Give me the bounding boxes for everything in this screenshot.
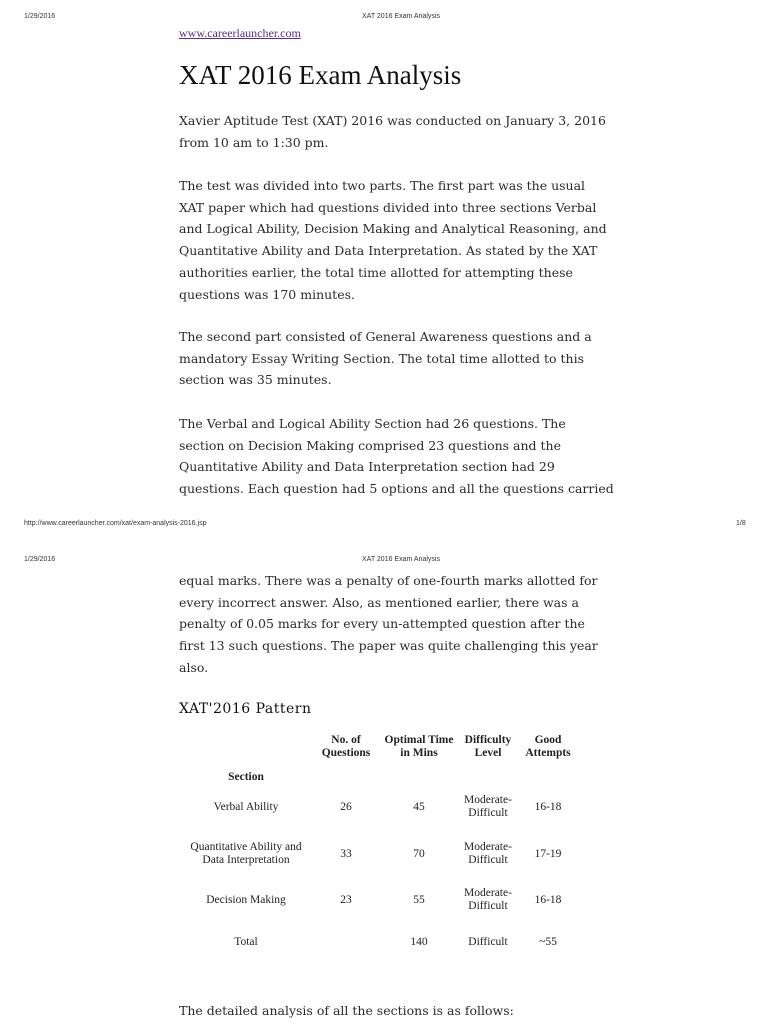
table-row: [179, 830, 579, 878]
cell-time: 140: [410, 935, 428, 948]
header-time: Optimal Time in Mins: [384, 734, 454, 759]
second-part-paragraph: The second part consisted of General Awareness questions and a mandatory Essay Writing Section. The total time allotted to this section was 35 minutes.: [179, 329, 592, 388]
table-row: [179, 922, 579, 962]
sections-paragraph: The Verbal and Logical Ability Section had 26 questions. The section on Decision Making comprised 23 questions and the Quantitative Ability and Data Interpretation section had 29 questions. Each question had 5 options and all the questions carried: [179, 416, 614, 497]
cell-attempts: 16-18: [534, 893, 562, 906]
header-difficulty: Difficulty Level: [464, 734, 512, 759]
cell-attempts: 17-19: [534, 847, 562, 860]
table-row: [179, 878, 579, 922]
cell-difficulty: Moderate-Difficult: [464, 841, 512, 866]
cell-attempts: ~55: [539, 935, 557, 948]
table-header-row: [179, 734, 579, 784]
page1-footer-url: http://www.careerlauncher.com/xat/exam-analysis-2016.jsp: [24, 520, 207, 527]
cell-section: Decision Making: [206, 893, 286, 906]
cell-questions: 33: [340, 847, 352, 860]
cell-section: Total: [234, 935, 258, 948]
header-questions: No. of Questions: [321, 734, 371, 759]
page1-header-date: 1/29/2016: [24, 13, 56, 20]
header-attempts: Good Attempts: [525, 734, 571, 759]
header-section: Section: [228, 771, 264, 783]
test-parts-paragraph: The test was divided into two parts. The first part was the usual XAT paper which had questions divided into three sections Verbal and Logical Ability, Decision Making and Analytical Reasoning, and Quantitative Ability and Data Interpretation. As stated by the XAT authorities earlier, the total time allotted for attempting these questions was 170 minutes.: [179, 178, 607, 302]
cell-attempts: 16-18: [534, 800, 562, 813]
table-row: [179, 784, 579, 830]
cell-questions: 26: [340, 800, 352, 813]
careerlauncher-link[interactable]: www.careerlauncher.com: [179, 26, 301, 40]
page1-footer-page: 1/8: [736, 520, 746, 527]
marks-paragraph: equal marks. There was a penalty of one-fourth marks allotted for every incorrect answer. Also, as mentioned earlier, there was a penalty of 0.05 marks for every un-attempted question after the first 13 such questions. The paper was quite challenging this year also.: [179, 573, 598, 675]
cell-time: 45: [413, 800, 425, 813]
cell-questions: [313, 922, 379, 962]
page1-header-title: XAT 2016 Exam Analysis: [362, 13, 440, 20]
cell-time: 70: [413, 847, 425, 860]
cell-time: 55: [413, 893, 425, 906]
cell-section: Quantitative Ability and Data Interpretation: [190, 841, 302, 866]
cell-difficulty: Moderate-Difficult: [464, 887, 512, 912]
cell-difficulty: Difficult: [468, 935, 508, 948]
page-title: XAT 2016 Exam Analysis: [179, 60, 462, 90]
intro-paragraph: Xavier Aptitude Test (XAT) 2016 was conducted on January 3, 2016 from 10 am to 1:30 pm.: [179, 113, 606, 150]
pattern-heading: XAT'2016 Pattern: [179, 701, 312, 717]
pattern-table: [179, 734, 579, 962]
closing-paragraph: The detailed analysis of all the sections is as follows:: [179, 1003, 514, 1018]
cell-section: Verbal Ability: [213, 800, 279, 813]
page2-header-title: XAT 2016 Exam Analysis: [362, 556, 440, 563]
cell-questions: 23: [340, 893, 352, 906]
page2-header-date: 1/29/2016: [24, 556, 56, 563]
cell-difficulty: Moderate-Difficult: [464, 794, 512, 819]
